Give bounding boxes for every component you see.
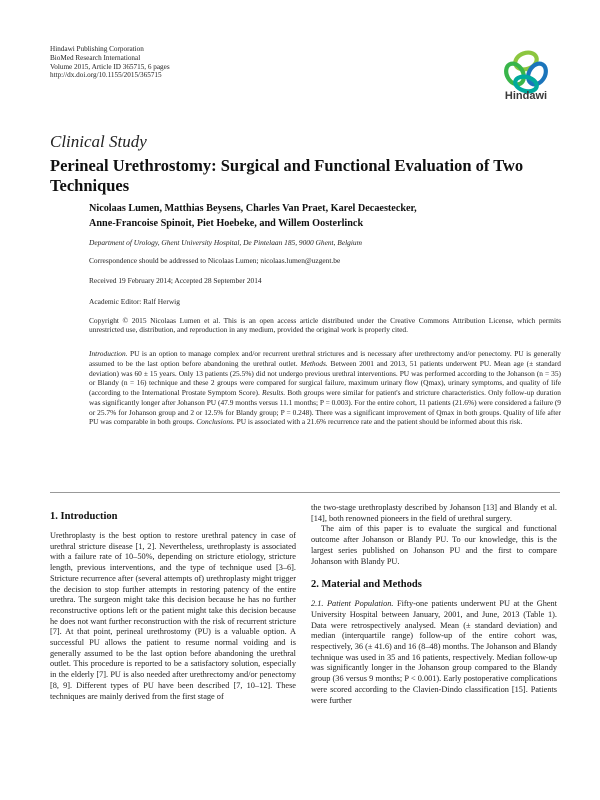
abstract-conclusions-label: Conclusions. [196,417,235,427]
academic-editor: Academic Editor: Ralf Herwig [89,297,180,306]
abstract-methods-label: Methods. [300,358,328,368]
affiliation: Department of Urology, Ghent University Hospital, De Pintelaan 185, 9000 Ghent, Belgium [89,238,362,247]
hindawi-logo-text: Hindawi [504,90,548,102]
publisher-info [50,45,170,80]
abstract-conclusions: PU is associated with a 21.6% recurrence rate and the patient should be informed about this risk. [234,417,523,427]
patient-population-text: Fifty-one patients underwent PU at the Ghent University Hospital between January, 2001, and June, 2013 (Table 1). Data were retrospectively analysed. Mean (± standard deviation) and median (interquartile range) follow-up of the entire cohort was, respectively, 36 (± 41.6) and 16 (8–48) months. The Johanson and Blandy technique was used in 35 and 16 patients, respectively. Median follow-up was significantly longer in the Johanson group compared to the Blandy group (36 versus 9 months; P < 0.001). Early postoperative complications were scored according to the Clavien-Dindo classification [15]. Patients were further [311,599,557,705]
authors-line-1: Nicolaas Lumen, Matthias Beysens, Charles Van Praet, Karel Decaestecker, [89,203,417,214]
abstract-results: Both groups were similar for patient's and stricture characteristics. Only follow-up duration was significantly longer after Johanson PU (47.9 months versus 11.1 months; P = 0.003). For the entire cohort, 11 patients (21.6%) were considered a failure (9 or 25.7% for Johanson group and 2 or 12.5% for Blandy group; P = 0.248). There was a significant improvement of Qmax in both groups. Quality of life after PU was comparable in both groups. [89,388,561,427]
correspondence: Correspondence should be addressed to Nicolaas Lumen; nicolaas.lumen@uzgent.be [89,256,341,265]
abstract-intro: PU is an option to manage complex and/or recurrent urethral strictures and is necessary after urethrectomy and/or penectomy. PU is generally assumed to be the last option before abandoning the urethral outlet. [89,349,561,368]
author-list [89,202,529,231]
journal-name: BioMed Research International [50,53,141,62]
doi-link[interactable]: http://dx.doi.org/10.1155/2015/365715 [50,71,162,80]
patient-population-paragraph [311,599,557,706]
received-accepted-dates: Received 19 February 2014; Accepted 28 September 2014 [89,276,262,285]
section-1-heading: 1. Introduction [50,511,118,522]
abstract [89,349,561,427]
right-column [311,503,557,706]
article-category: Clinical Study [50,132,147,151]
section-2-heading: 2. Material and Methods [311,579,422,591]
copyright-notice: Copyright © 2015 Nicolaas Lumen et al. This is an open access article distributed under the Creative Commons Attribution License, which permits unrestricted use, distribution, and reproduction in any medium, provided the original work is properly cited. [89,316,561,335]
intro-paragraph-1: Urethroplasty is the best option to restore urethral patency in case of urethral stricture disease [1, 2]. Nevertheless, urethroplasty is associated with a failure rate of 10–50%, depending on stricture etiology, stricture length, previous interventions, and the type of technique used [3–6]. Stricture recurrence after (several attempts of) urethroplasty might trigger the decision to stop further attempts in restoring patency of the entire urethra. The surgeon might take this decision because he has no further reconstructive options left or the patient might take this decision because he does not want further reconstruction with the risk of recurrent stricture [7]. At that point, perineal urethrostomy (PU) is a valuable option. A successful PU allows the patient to resume normal voiding and is generally assumed to be the last option before abandoning the urethral outlet. This procedure is reported to be a satisfactory solution, especially in the elderly [7]. PU is also needed after urethrectomy and/or penectomy [8, 9]. Different types of PU have been described [7, 10–12]. These techniques are mainly derived from the first stage of [50,531,296,701]
intro-paragraph-continued: the two-stage urethroplasty described by Johanson [13] and Blandy et al. [14], both renowned pioneers in the field of urethral surgery. [311,503,557,523]
article-title: Perineal Urethrostomy: Surgical and Functional Evaluation of Two Techniques [50,156,524,195]
authors-line-2: Anne-Francoise Spinoit, Piet Hoebeke, and Willem Oosterlinck [89,217,364,229]
journal-volume: Volume 2015, Article ID 365715, 6 pages [50,62,170,71]
journal-publisher: Hindawi Publishing Corporation [50,45,144,53]
left-column [50,510,296,702]
subsection-2-1-heading: 2.1. Patient Population. [311,599,394,609]
abstract-results-label: Results. [261,388,286,397]
abstract-intro-label: Introduction. [89,349,128,358]
intro-paragraph-2: The aim of this paper is to evaluate the surgical and functional outcome after Johanson or Blandy PU. To our knowledge, this is the largest series published on Johanson PU and the first to compare Johanson with Blandy PU. [311,524,557,566]
section-divider [50,492,560,493]
abstract-methods: Between 2001 and 2013, 51 patients underwent PU. Mean age (± standard deviation) was 60 ± 15 years. Only 13 patients (25.5%) did not undergo previous urethral interventions. PU was performed according to the Johanson (n = 35) or Blandy (n = 16) technique and these 2 groups were compared for surgical failure, maximum urinary flow (Qmax), urinary symptoms, and quality of life (according to the International Prostate Symptom Score). [89,358,561,397]
